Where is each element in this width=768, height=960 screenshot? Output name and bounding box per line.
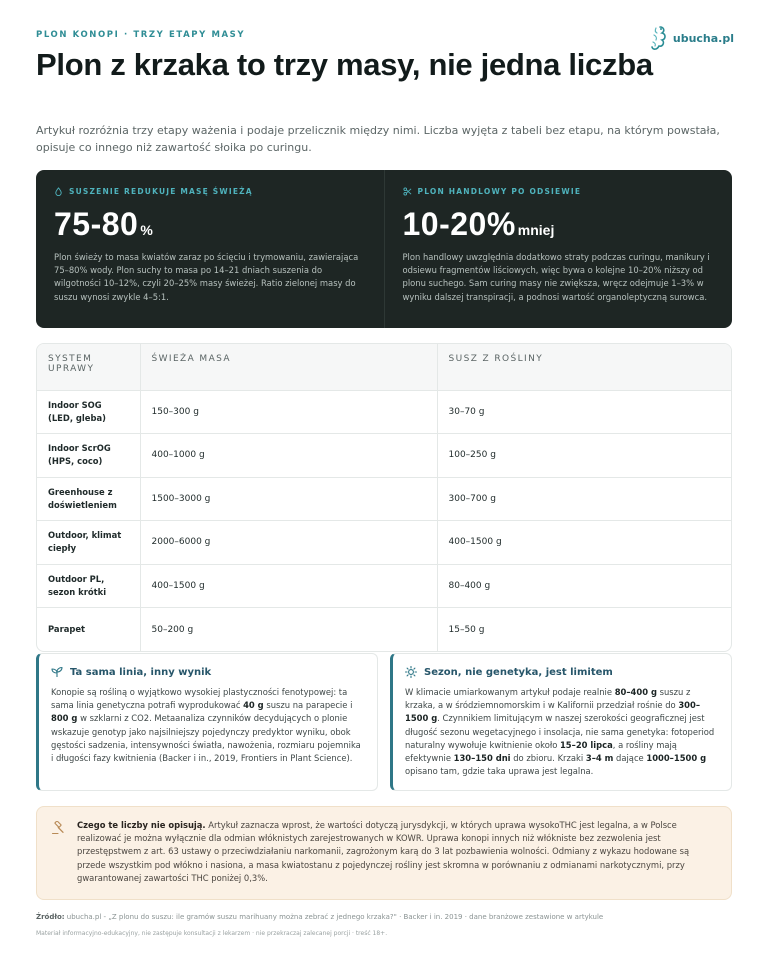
stat-description: Plon świeży to masa kwiatów zaraz po ścięciu i trymowaniu, zawierająca 75–80% wody. Plon suchy to masa po 14–21 dniach suszenia do wilgotności 10–12%, czyli 20–25% masy świeżej. Ratio zielonej masy do suszu wynosi zwykle 4–5:1. [54, 252, 359, 302]
fresh-mass-cell: 150–300 g [140, 390, 437, 434]
disclaimer: Materiał informacyjno-edukacyjny, nie zastępuje konsultacji z lekarzem · nie przekraczaj zalecanej porcji · treść 18+. [36, 930, 388, 937]
table-row [37, 390, 731, 434]
stat-description: Plon handlowy uwzględnia dodatkowo straty podczas curingu, manikury i odsiewu fragmentów liściowych, więc bywa o kolejne 10–20% niższy od plonu suchego. Sam curing masy nie zwiększa, wręcz odejmuje 1–3% w wyniku dalszej transpiracji, a podnosi wartość organoleptyczną surowca. [402, 252, 710, 302]
column-header: ŚWIEŻA MASA [140, 344, 437, 390]
stat-value: 75-80 [54, 206, 139, 242]
system-cell: Outdoor PL, sezon krótki [37, 564, 140, 608]
sprout-icon [51, 666, 63, 678]
card-title: Sezon, nie genetyka, jest limitem [424, 666, 613, 678]
fresh-mass-cell: 1500–3000 g [140, 477, 437, 521]
system-cell: Indoor ScrOG (HPS, coco) [37, 434, 140, 478]
table-row [37, 477, 731, 521]
source-line: Źródło: ubucha.pl - „Z plonu do suszu: ile gramów suszu marihuany można zebrać z jednego krzaka?" · Backer i in. 2019 · dane branżowe zestawione w artykule [36, 913, 604, 921]
stat-drying [36, 170, 384, 328]
page-title: Plon z krzaka to trzy masy, nie jedna liczba [36, 47, 653, 82]
logo[interactable] [647, 24, 734, 52]
stat-label: PLON HANDLOWY PO ODSIEWIE [417, 187, 582, 196]
stat-commercial [384, 170, 733, 328]
scissors-icon [403, 187, 412, 196]
eyebrow: PLON KONOPI · TRZY ETAPY MASY [36, 30, 246, 40]
column-header: SYSTEM UPRAWY [37, 344, 140, 390]
dry-mass-cell: 80–400 g [437, 564, 731, 608]
dry-mass-cell: 15–50 g [437, 608, 731, 652]
system-cell: Indoor SOG (LED, gleba) [37, 390, 140, 434]
table-row [37, 434, 731, 478]
dry-mass-cell: 30–70 g [437, 390, 731, 434]
fresh-mass-cell: 400–1000 g [140, 434, 437, 478]
gavel-icon [51, 821, 65, 835]
table-row [37, 608, 731, 652]
card-season [390, 653, 732, 791]
droplet-icon [54, 187, 63, 196]
logo-text: ubucha.pl [672, 31, 734, 45]
system-cell: Parapet [37, 608, 140, 652]
warning-text: Czego te liczby nie opisują. Artykuł zaznacza wprost, że wartości dotyczą jurysdykcji, w których uprawa wysokoTHC jest legalna, a w Polsce realizować je można wyłącznie dla odmian włóknistych zarejestrowanych w KOWR. Uprawa konopi innych niż włókniste bez zezwolenia jest przestępstwem z art. 63 ustawy o przeciwdziałaniu narkomanii, zagrożonym karą do 3 lat pozbawienia wolności. Odmiany z wykazu hodowane są przede wszystkim pod włókno i nasiona, a masa kwiatostanu z pojedynczej rośliny jest skromna w porównaniu z odmianami narkotycznymi, przy gwarantowanej zawartości THC poniżej 0,3%. [77, 820, 690, 883]
stat-label: SUSZENIE REDUKUJE MASĘ ŚWIEŻĄ [69, 187, 253, 196]
table-row [37, 521, 731, 565]
fresh-mass-cell: 2000–6000 g [140, 521, 437, 565]
table-row [37, 564, 731, 608]
stat-unit: mniej [517, 222, 555, 238]
card-body: W klimacie umiarkowanym artykuł podaje realnie 80–400 g suszu z krzaka, a w śródziemnomorskim i w Kalifornii przedział rośnie do 300–1500 g. Czynnikiem limitującym w naszej szerokości geograficznej jest długość sezonu wegetacyjnego i insolacja, nie sama genetyka: fotoperiod naturalny wywołuje kwitnienie około 15–20 lipca, a rośliny mają efektywnie 130–150 dni do zbioru. Krzaki 3–4 m dające 1000–1500 g opisano tam, gdzie taka uprawa jest legalna. [405, 687, 715, 777]
fresh-mass-cell: 400–1500 g [140, 564, 437, 608]
stat-unit: % [140, 222, 153, 238]
card-title: Ta sama linia, inny wynik [70, 666, 212, 678]
dry-mass-cell: 100–250 g [437, 434, 731, 478]
stat-value: 10-20% [402, 206, 516, 242]
legal-warning [36, 806, 732, 900]
card-body: Konopie są rośliną o wyjątkowo wysokiej plastyczności fenotypowej: ta sama linia genetyczna potrafi wyprodukować 40 g suszu na parapecie i 800 g w szklarni z CO2. Metaanaliza czynników decydujących o plonie wskazuje genotyp jako najsilniejszy pojedynczy predyktor wyniku, obok gęstości sadzenia, intensywności światła, nawożenia, rozmiaru pojemnika i długości fazy kwitnienia (Backer i in., 2019, Frontiers in Plant Science). [51, 687, 361, 764]
dry-mass-cell: 300–700 g [437, 477, 731, 521]
column-header: SUSZ Z ROŚLINY [437, 344, 731, 390]
dry-mass-cell: 400–1500 g [437, 521, 731, 565]
stats-panel [36, 170, 732, 328]
system-cell: Greenhouse z doświetleniem [37, 477, 140, 521]
lede: Artykuł rozróżnia trzy etapy ważenia i podaje przelicznik między nimi. Liczba wyjęta z tabeli bez etapu, na którym powstała, opisuje co innego niż zawartość słoika po curingu. [36, 124, 720, 154]
card-genetics [36, 653, 378, 791]
yield-table [36, 343, 732, 652]
fresh-mass-cell: 50–200 g [140, 608, 437, 652]
table-header-row [37, 344, 731, 390]
system-cell: Outdoor, klimat ciepły [37, 521, 140, 565]
sun-icon [405, 666, 417, 678]
